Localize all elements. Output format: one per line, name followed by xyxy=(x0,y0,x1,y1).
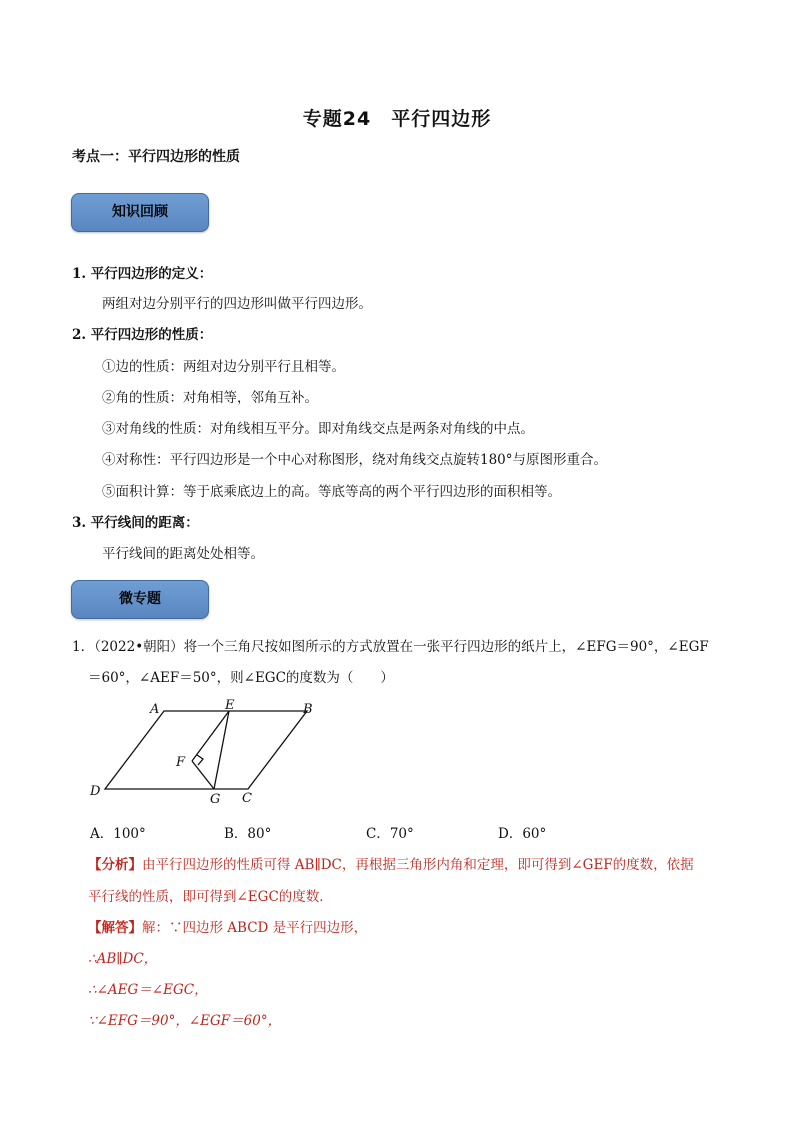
review-button[interactable]: 知识回顾 xyxy=(71,193,209,232)
problem-text: 1．（2022•朝阳）将一个三角尺按如图所示的方式放置在一张平行四边形的纸片上，∠EFG＝90°，∠EGF xyxy=(72,639,709,655)
segment-fg xyxy=(192,761,214,789)
right-angle-mark xyxy=(197,755,203,765)
label-a: A xyxy=(150,702,160,717)
label-e: E xyxy=(225,698,235,713)
distance-heading: 3. 平行线间的距离： xyxy=(72,515,199,531)
label-b: B xyxy=(303,702,313,717)
parallelogram-abcd xyxy=(105,711,307,789)
choice-c[interactable]: C．70° xyxy=(366,826,414,842)
page-title: 专题24 平行四边形 xyxy=(302,108,492,130)
analysis-text: 平行线的性质，即可得到∠EGC的度数． xyxy=(88,889,333,905)
label-d: D xyxy=(90,784,101,799)
definition-heading: 1. 平行四边形的定义： xyxy=(72,266,213,282)
answer-text: 解：∵四边形 ABCD 是平行四边形， xyxy=(142,920,368,936)
definition-body: 两组对边分别平行的四边形叫做平行四边形。 xyxy=(102,296,372,312)
property-heading: 2. 平行四边形的性质： xyxy=(72,327,213,343)
property-item: ③对角线的性质：对角线相互平分。即对角线交点是两条对角线的中点。 xyxy=(102,421,534,437)
distance-body: 平行线间的距离处处相等。 xyxy=(102,546,264,562)
solution-step: ∴AB∥DC， xyxy=(88,951,158,967)
analysis-text: 由平行四边形的性质可得 AB∥DC，再根据三角形内角和定理，即可得到∠GEF的度数，依据 xyxy=(142,857,694,873)
label-c: C xyxy=(242,791,252,806)
section-heading: 考点一：平行四边形的性质 xyxy=(72,149,240,165)
choice-d[interactable]: D．60° xyxy=(498,826,547,842)
property-item: ①边的性质：两组对边分别平行且相等。 xyxy=(102,359,345,375)
solution-step: ∵∠EFG＝90°，∠EGF＝60°， xyxy=(88,1013,282,1029)
label-g: G xyxy=(210,792,221,807)
analysis-line xyxy=(88,853,694,873)
answer-line xyxy=(88,916,367,936)
segment-ef xyxy=(192,711,229,761)
property-item: ⑤面积计算：等于底乘底边上的高。等底等高的两个平行四边形的面积相等。 xyxy=(102,484,561,500)
choice-b[interactable]: B．80° xyxy=(224,826,272,842)
problem-text: ＝60°，∠AEF＝50°，则∠EGC的度数为（ ） xyxy=(88,670,394,686)
analysis-tag: 【分析】 xyxy=(88,857,142,873)
answer-tag: 【解答】 xyxy=(88,920,142,936)
segment-eg xyxy=(214,711,229,789)
label-f: F xyxy=(176,755,186,770)
property-item: ②角的性质：对角相等，邻角互补。 xyxy=(102,390,318,406)
choice-a[interactable]: A．100° xyxy=(90,826,146,842)
micro-topic-button[interactable]: 微专题 xyxy=(71,580,209,619)
property-item: ④对称性：平行四边形是一个中心对称图形，绕对角线交点旋转180°与原图形重合。 xyxy=(102,452,608,468)
solution-step: ∴∠AEG＝∠EGC， xyxy=(88,982,208,998)
parallelogram-figure xyxy=(80,694,330,814)
